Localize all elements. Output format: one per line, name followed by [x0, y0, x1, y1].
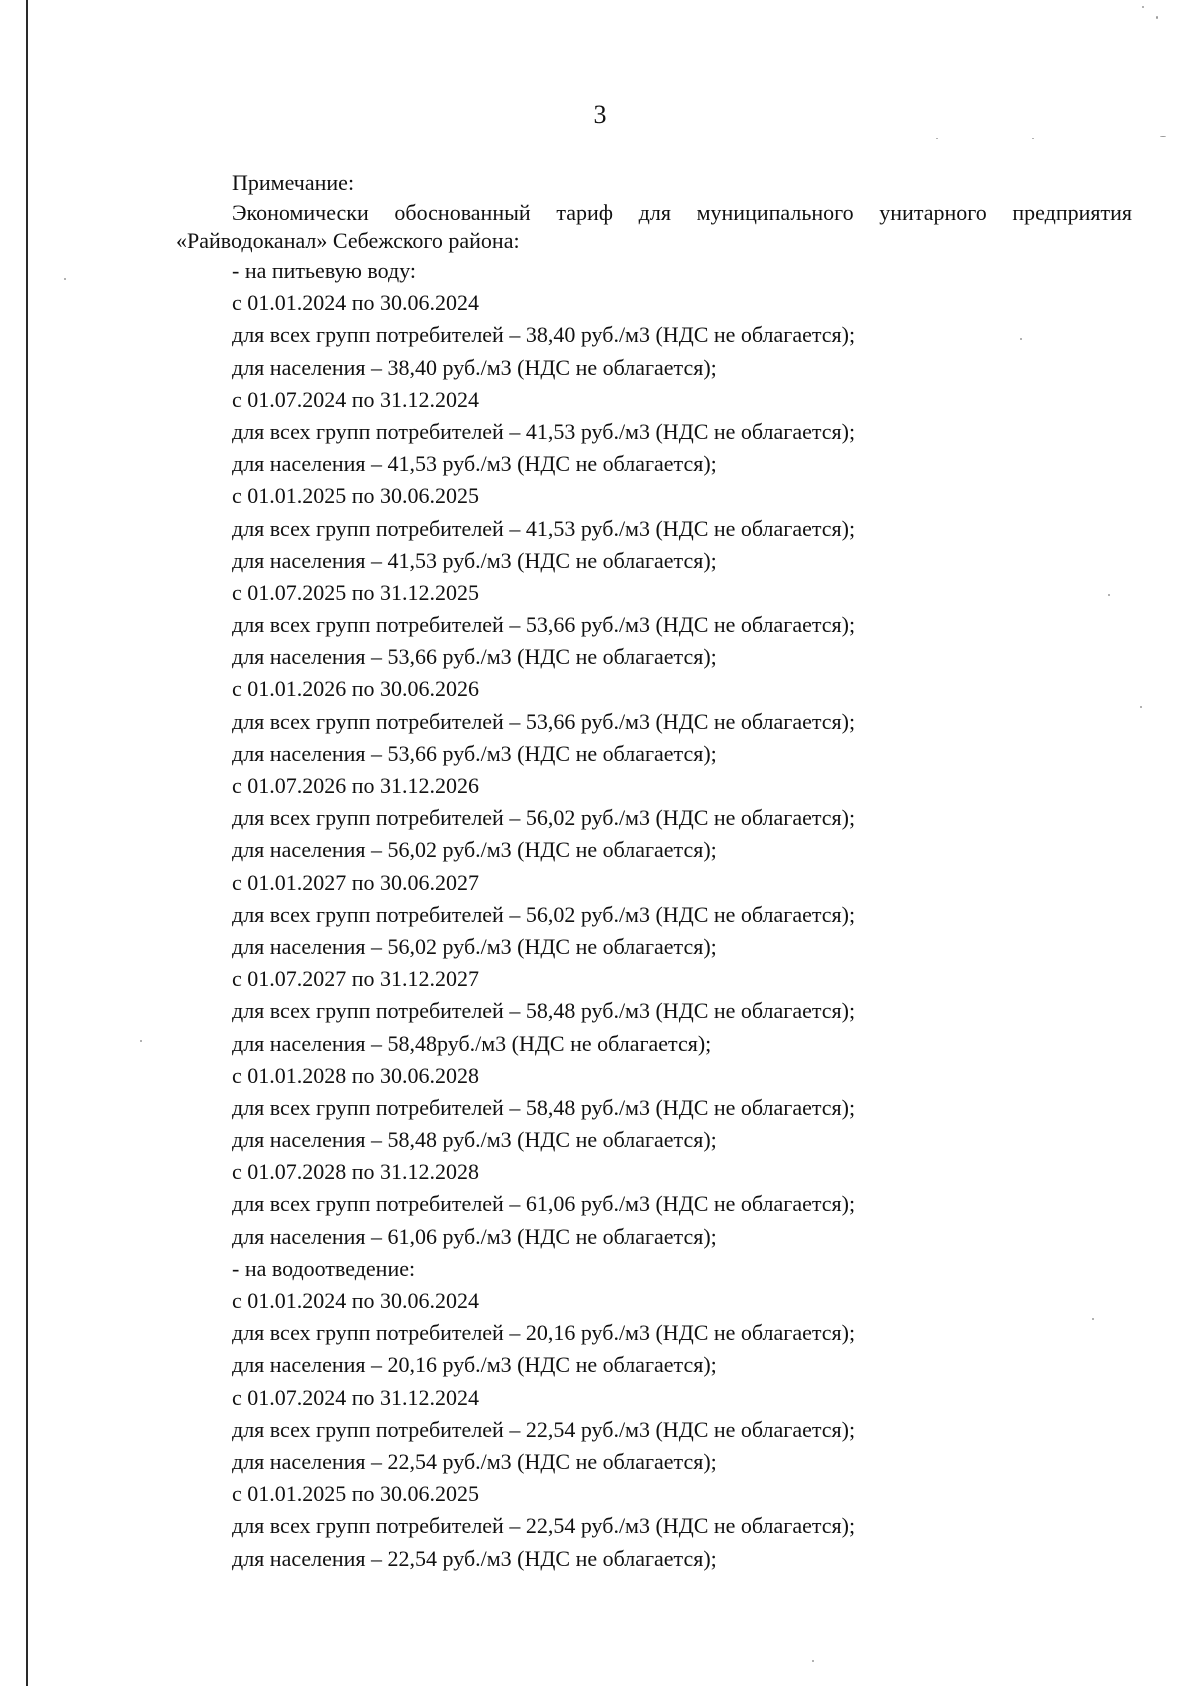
period-line: с 01.01.2026 по 30.06.2026 — [232, 676, 480, 702]
tariff-population-line: для населения – 41,53 руб./м3 (НДС не облагается); — [232, 451, 717, 477]
scan-binding-edge — [26, 0, 28, 1686]
tariff-all-groups-line: для всех групп потребителей – 58,48 руб./м3 (НДС не облагается); — [232, 1094, 856, 1120]
tariff-population-line: для населения – 58,48руб./м3 (НДС не облагается); — [232, 1030, 712, 1056]
scan-speck — [1032, 138, 1034, 139]
tariff-population-line: для населения – 22,54 руб./м3 (НДС не облагается); — [232, 1448, 717, 1474]
period-line: с 01.07.2028 по 31.12.2028 — [232, 1159, 480, 1185]
tariff-population-line: для населения – 41,53 руб./м3 (НДС не облагается); — [232, 547, 717, 573]
scan-speck — [64, 278, 66, 280]
section-heading-drinking-water: - на питьевую воду: — [232, 258, 417, 283]
tariff-population-line: для населения – 20,16 руб./м3 (НДС не облагается); — [232, 1352, 717, 1378]
scan-speck — [1142, 6, 1144, 8]
tariff-population-line: для населения – 61,06 руб./м3 (НДС не облагается); — [232, 1223, 717, 1249]
period-line: с 01.07.2024 по 31.12.2024 — [232, 1384, 480, 1410]
period-line: с 01.07.2026 по 31.12.2026 — [232, 773, 480, 798]
tariff-all-groups-line: для всех групп потребителей – 38,40 руб./м3 (НДС не облагается); — [232, 322, 856, 348]
scan-speck — [812, 1660, 814, 1662]
period-line: с 01.07.2027 по 31.12.2027 — [232, 966, 480, 992]
tariff-population-line: для населения – 53,66 руб./м3 (НДС не облагается); — [232, 644, 717, 670]
tariff-all-groups-line: для всех групп потребителей – 56,02 руб./м3 (НДС не облагается); — [232, 901, 856, 927]
tariff-all-groups-line: для всех групп потребителей – 41,53 руб./м3 (НДС не облагается); — [232, 418, 856, 444]
section-heading-wastewater: - на водоотведение: — [232, 1255, 416, 1281]
note-heading: Примечание: — [232, 170, 355, 195]
page-number: 3 — [593, 100, 607, 129]
tariff-all-groups-line: для всех групп потребителей – 53,66 руб./м3 (НДС не облагается); — [232, 708, 856, 734]
scan-speck — [1140, 706, 1142, 708]
tariff-all-groups-line: для всех групп потребителей – 56,02 руб./м3 (НДС не облагается); — [232, 805, 856, 831]
tariff-population-line: для населения – 56,02 руб./м3 (НДС не облагается); — [232, 933, 717, 959]
tariff-all-groups-line: для всех групп потребителей – 58,48 руб./м3 (НДС не облагается); — [232, 998, 856, 1024]
scan-speck — [140, 1040, 142, 1042]
tariff-all-groups-line: для всех групп потребителей – 22,54 руб./м3 (НДС не облагается); — [232, 1416, 856, 1442]
tariff-population-line: для населения – 22,54 руб./м3 (НДС не облагается); — [232, 1545, 717, 1571]
period-line: с 01.01.2025 по 30.06.2025 — [232, 1481, 480, 1507]
tariff-all-groups-line: для всех групп потребителей – 53,66 руб./м3 (НДС не облагается); — [232, 612, 856, 638]
tariff-all-groups-line: для всех групп потребителей – 61,06 руб./м3 (НДС не облагается); — [232, 1191, 856, 1217]
tariff-population-line: для населения – 56,02 руб./м3 (НДС не облагается); — [232, 837, 717, 863]
scan-speck — [936, 138, 938, 139]
tariff-all-groups-line: для всех групп потребителей – 41,53 руб./м3 (НДС не облагается); — [232, 515, 856, 541]
tariff-list — [232, 255, 1132, 1575]
tariff-population-line: для населения – 58,48 руб./м3 (НДС не облагается); — [232, 1127, 717, 1153]
tariff-population-line: для населения – 38,40 руб./м3 (НДС не облагается); — [232, 354, 717, 380]
tariff-all-groups-line: для всех групп потребителей – 20,16 руб./м3 (НДС не облагается); — [232, 1320, 856, 1346]
intro-paragraph: Экономически обоснованный тариф для муниципального унитарного предприятия «Райводоканал» Себежского района: — [176, 200, 1132, 253]
period-line: с 01.01.2027 по 30.06.2027 — [232, 869, 480, 895]
period-line: с 01.07.2024 по 31.12.2024 — [232, 386, 480, 412]
period-line: с 01.07.2025 по 31.12.2025 — [232, 579, 480, 605]
scan-speck — [1160, 136, 1166, 137]
period-line: с 01.01.2028 по 30.06.2028 — [232, 1062, 480, 1088]
tariff-all-groups-line: для всех групп потребителей – 22,54 руб./м3 (НДС не облагается); — [232, 1513, 856, 1539]
period-line: с 01.01.2024 по 30.06.2024 — [232, 290, 480, 316]
period-line: с 01.01.2024 по 30.06.2024 — [232, 1288, 480, 1313]
scan-speck — [1156, 16, 1158, 19]
period-line: с 01.01.2025 по 30.06.2025 — [232, 483, 480, 509]
tariff-population-line: для населения – 53,66 руб./м3 (НДС не облагается); — [232, 740, 717, 766]
